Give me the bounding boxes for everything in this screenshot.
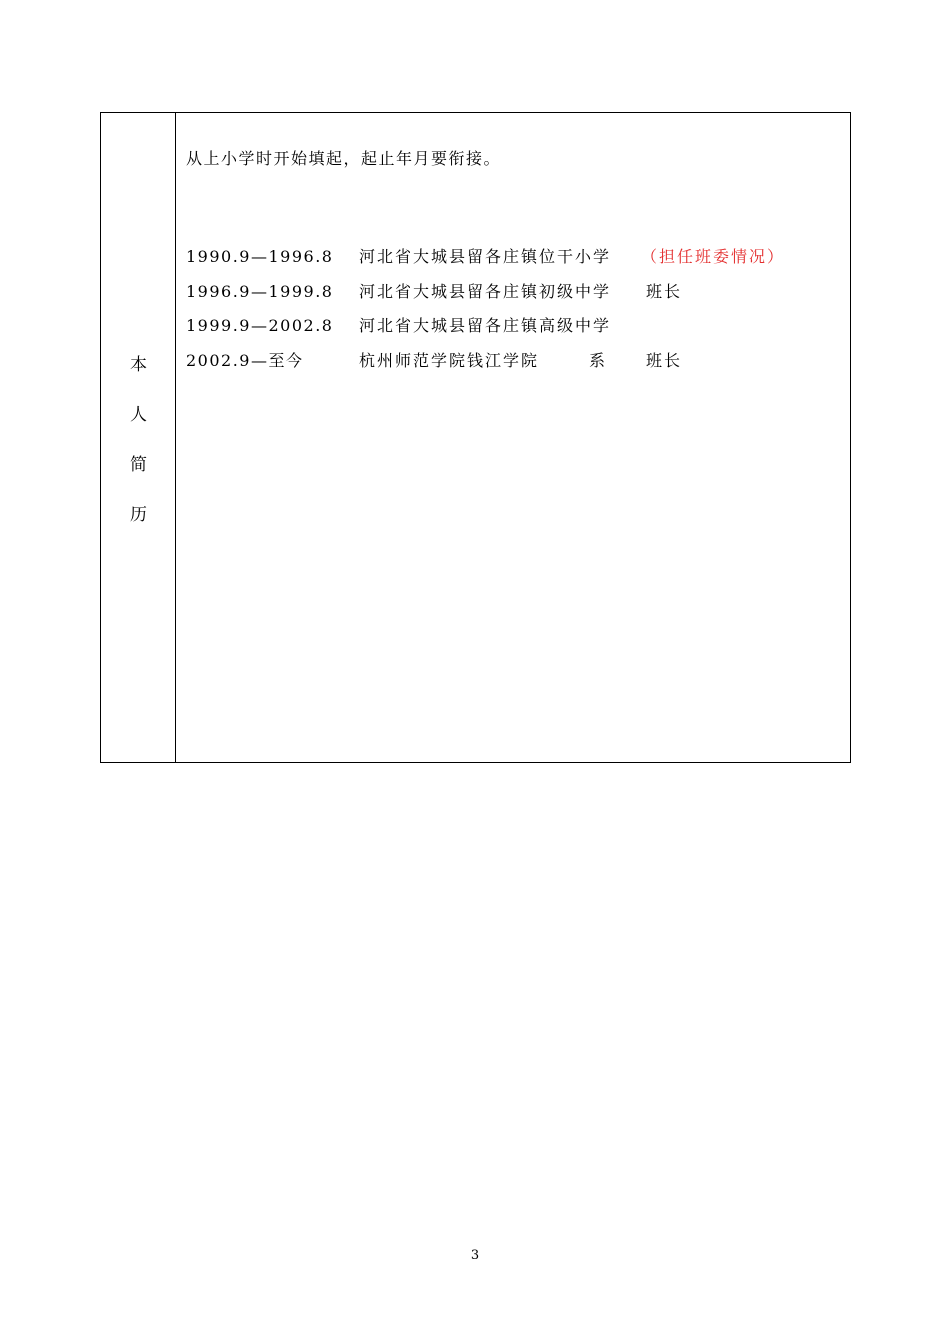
entry-note: （担任班委情况） <box>641 247 786 266</box>
entry-school: 河北省大城县留各庄镇初级中学 <box>359 282 612 301</box>
entry-school: 河北省大城县留各庄镇高级中学 <box>359 316 612 335</box>
entry-role: 班长 <box>646 351 683 370</box>
label-char: 历 <box>130 505 147 525</box>
entry-period: 1999.9—2002.8 <box>186 316 334 335</box>
label-char: 人 <box>130 405 147 425</box>
entry-department: 系 <box>589 351 606 370</box>
entry-school: 河北省大城县留各庄镇位干小学 <box>359 247 612 266</box>
resume-label-cell <box>101 113 176 762</box>
fill-instruction: 从上小学时开始填起，起止年月要衔接。 <box>186 149 502 168</box>
page-number: 3 <box>470 1248 480 1263</box>
label-char: 简 <box>130 455 147 475</box>
entry-school: 杭州师范学院钱江学院 <box>359 351 540 370</box>
label-char: 本 <box>130 355 147 375</box>
resume-content-cell <box>176 113 850 762</box>
resume-table <box>100 112 851 763</box>
entry-period: 1996.9—1999.8 <box>186 282 334 301</box>
entry-period: 1990.9—1996.8 <box>186 247 334 266</box>
entry-period: 2002.9—至今 <box>186 351 304 370</box>
entry-role: 班长 <box>646 282 683 301</box>
